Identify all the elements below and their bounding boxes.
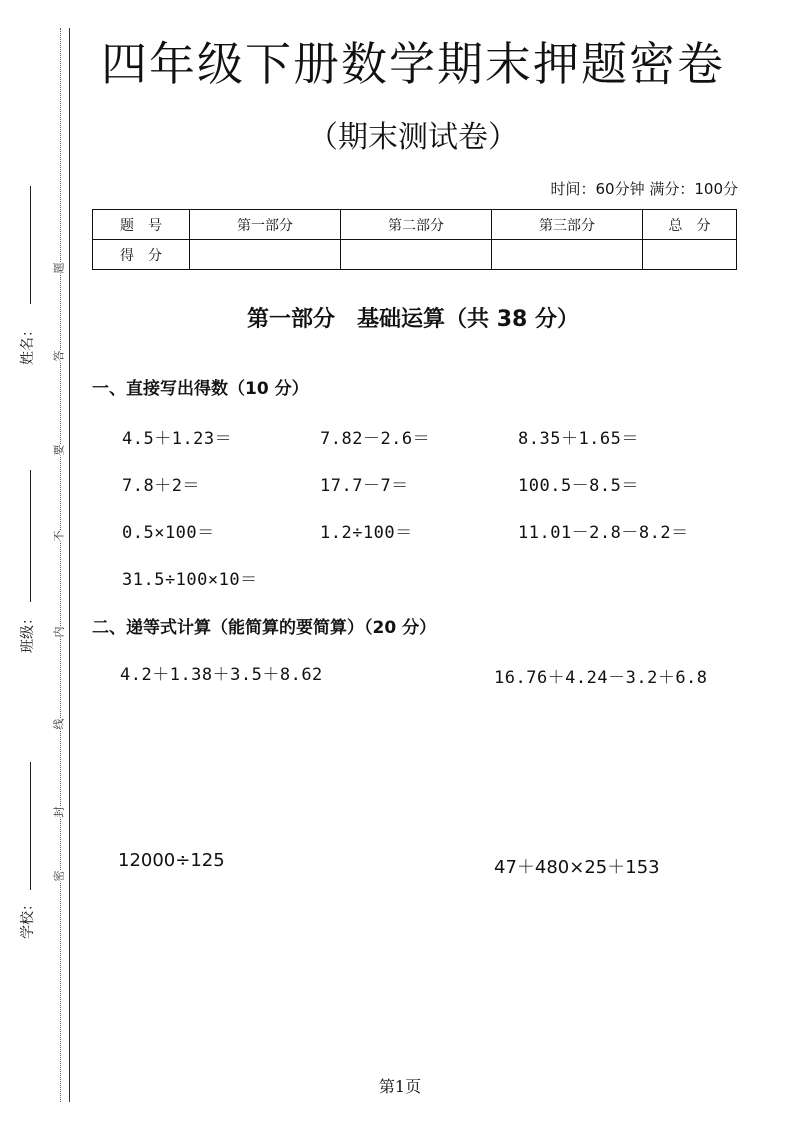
q1-item: 100.5－8.5＝ (518, 476, 639, 496)
seal-char: 内 (52, 626, 66, 638)
q1-heading: 一、直接写出得数（10 分） (92, 379, 309, 399)
score-cell-part3[interactable] (492, 240, 643, 270)
score-table-header-cell: 题 号 (93, 210, 190, 240)
q2-heading: 二、递等式计算（能简算的要简算）（20 分） (92, 618, 437, 638)
score-table-header-cell: 总 分 (643, 210, 737, 240)
seal-dotted-line (60, 28, 61, 1102)
class-blank-line (30, 470, 31, 602)
seal-char: 题 (52, 262, 66, 274)
score-table (92, 209, 737, 270)
q1-item: 11.01－2.8－8.2＝ (518, 523, 689, 543)
score-table-score-row (93, 240, 737, 270)
q1-item: 0.5×100＝ (122, 523, 215, 543)
seal-char: 线 (52, 718, 66, 730)
score-cell-part2[interactable] (341, 240, 492, 270)
school-label: 学校： (20, 897, 36, 939)
name-blank-line (30, 186, 31, 304)
q2-item: 4.2＋1.38＋3.5＋8.62 (120, 665, 323, 685)
margin-rule (69, 28, 70, 1102)
page-number: 第1页 (378, 1077, 422, 1096)
q1-item: 4.5＋1.23＝ (122, 429, 233, 449)
q2-item: 47＋480×25＋153 (494, 857, 660, 878)
part1-heading: 第一部分 基础运算（共 38 分） (247, 307, 579, 332)
score-cell-total[interactable] (643, 240, 737, 270)
seal-char: 不 (52, 530, 66, 542)
q1-item: 7.82－2.6＝ (320, 429, 431, 449)
score-table-header-cell: 第二部分 (341, 210, 492, 240)
school-blank-line (30, 762, 31, 890)
q1-item: 1.2÷100＝ (320, 523, 413, 543)
page-title: 四年级下册数学期末押题密卷 (101, 37, 725, 91)
q1-item: 7.8＋2＝ (122, 476, 200, 496)
q2-item: 16.76＋4.24－3.2＋6.8 (494, 668, 708, 688)
score-row-label: 得 分 (93, 240, 190, 270)
seal-char: 密 (52, 870, 66, 882)
score-table-header-row (93, 210, 737, 240)
q1-item: 31.5÷100×10＝ (122, 570, 258, 590)
page-subtitle: （期末测试卷） (308, 120, 518, 155)
exam-meta: 时间：60分钟 满分：100分 (550, 180, 738, 198)
seal-char: 答 (52, 350, 66, 362)
q1-item: 8.35＋1.65＝ (518, 429, 639, 449)
score-cell-part1[interactable] (190, 240, 341, 270)
score-table-header-cell: 第一部分 (190, 210, 341, 240)
score-table-header-cell: 第三部分 (492, 210, 643, 240)
seal-char: 要 (52, 444, 66, 456)
class-label: 班级： (20, 611, 36, 653)
name-label: 姓名： (20, 323, 36, 365)
seal-char: 封 (52, 806, 66, 818)
q1-item: 17.7－7＝ (320, 476, 409, 496)
q2-item: 12000÷125 (118, 850, 225, 871)
